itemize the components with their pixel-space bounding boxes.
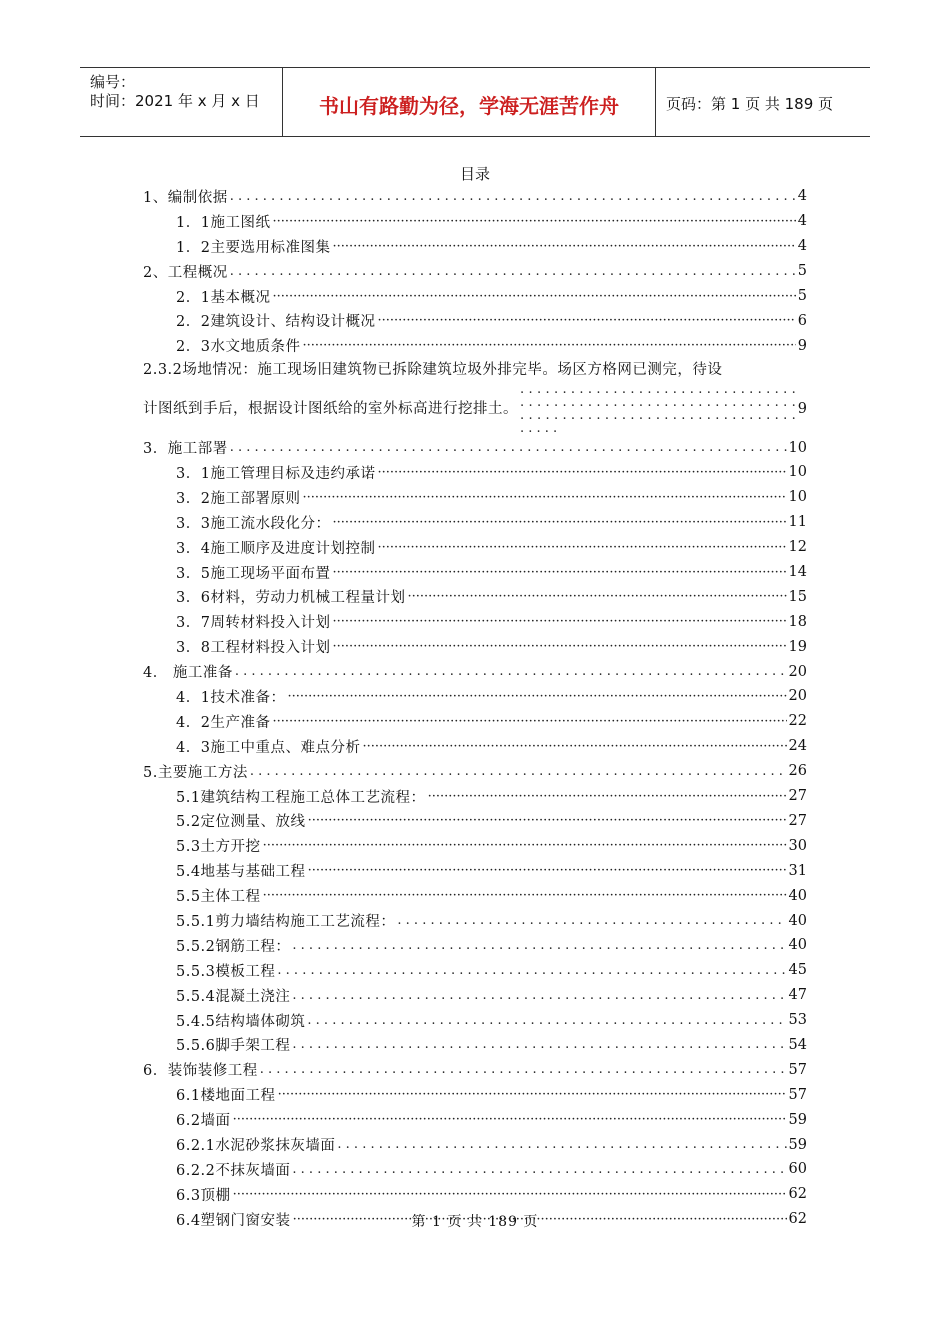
toc-entry-page: 59 xyxy=(788,1111,807,1128)
toc-entry[interactable] xyxy=(143,958,807,983)
toc-entry-page: 53 xyxy=(788,1012,807,1029)
toc-entry-title: 2.3.2场地情况：施工现场旧建筑物已拆除建筑垃圾外排完毕。场区方格网已测完，待设 xyxy=(143,362,723,379)
header-page-info: 页码：第 1 页 共 189 页 xyxy=(666,95,834,113)
toc-entry[interactable] xyxy=(143,234,807,259)
toc-entry-page: 24 xyxy=(788,738,807,755)
toc-entry-title: 3．5施工现场平面布置 xyxy=(176,565,331,582)
toc-entry[interactable] xyxy=(143,184,807,209)
toc-entry-page: 40 xyxy=(788,937,807,954)
toc-entry-page: 47 xyxy=(788,987,807,1004)
header-meta-cell xyxy=(80,68,282,136)
toc-entry-title: 5.5主体工程 xyxy=(176,889,261,906)
toc-entry-title: 5.4地基与基础工程 xyxy=(176,864,306,881)
toc-entry[interactable] xyxy=(143,1008,807,1033)
toc-entry[interactable] xyxy=(143,1107,807,1132)
toc-entry[interactable] xyxy=(143,784,807,809)
toc-entry-page: 57 xyxy=(788,1061,807,1078)
toc-entry[interactable] xyxy=(143,1182,807,1207)
toc-entry-page: 30 xyxy=(788,837,807,854)
toc-entry-title: 5.5.3模板工程 xyxy=(176,963,276,980)
toc-entry[interactable] xyxy=(143,1082,807,1107)
toc-entry-title: 5.5.2钢筋工程： xyxy=(176,938,291,955)
toc-entry-page: 45 xyxy=(788,962,807,979)
toc-entry-title: 1．2主要选用标准图集 xyxy=(176,239,331,256)
toc-entry-title: 5.5.1剪力墙结构施工工艺流程： xyxy=(176,914,396,930)
toc-entry[interactable] xyxy=(143,284,807,309)
toc-entry-page: 60 xyxy=(788,1161,807,1178)
toc-entry-title: 5.1建筑结构工程施工总体工艺流程： xyxy=(176,789,426,806)
toc-entry-title: 5.4.5结构墙体砌筑 xyxy=(176,1013,306,1030)
toc-entry-title: 2．2建筑设计、结构设计概况 xyxy=(176,314,376,331)
toc-entry[interactable] xyxy=(143,1057,807,1082)
toc-entry-page: 18 xyxy=(788,613,807,630)
toc-title: 目录 xyxy=(459,165,490,183)
toc-entry-title: 3．1施工管理目标及违约承诺 xyxy=(176,465,376,482)
toc-entry-title: 6.4塑钢门窗安装 xyxy=(176,1212,291,1229)
toc-entry-page: 4 xyxy=(797,213,807,230)
toc-entry[interactable] xyxy=(143,560,807,585)
toc-entry[interactable] xyxy=(143,858,807,883)
toc-entry-title: 6.2墙面 xyxy=(176,1113,231,1130)
toc-entry-page: 12 xyxy=(788,539,807,556)
toc-entry[interactable] xyxy=(143,883,807,908)
table-of-contents xyxy=(143,184,807,1232)
toc-entry-page: 10 xyxy=(788,489,807,506)
document-date: 时间：2021 年 x 月 x 日 xyxy=(90,92,260,110)
toc-entry-title: 5.3土方开挖 xyxy=(176,839,261,856)
toc-entry-page: 11 xyxy=(788,514,807,531)
toc-entry[interactable] xyxy=(143,209,807,234)
toc-entry-page: 14 xyxy=(788,564,807,581)
toc-entry-page: 26 xyxy=(788,763,807,780)
toc-entry[interactable] xyxy=(143,358,807,435)
toc-entry-page: 31 xyxy=(788,862,807,879)
toc-entry-page: 10 xyxy=(788,464,807,481)
toc-entry-page: 40 xyxy=(788,887,807,904)
toc-entry[interactable] xyxy=(143,435,807,460)
toc-entry[interactable] xyxy=(143,308,807,333)
toc-entry-title: 3．3施工流水段化分： xyxy=(176,515,331,532)
header-divider xyxy=(655,68,656,136)
toc-entry-title-continued: 计图纸到手后，根据设计图纸给的室外标高进行挖排土。 xyxy=(143,400,518,417)
toc-entry-page: 22 xyxy=(788,713,807,730)
toc-entry[interactable] xyxy=(143,485,807,510)
toc-entry[interactable] xyxy=(143,684,807,709)
toc-entry-page: 20 xyxy=(788,663,807,680)
toc-entry-page: 59 xyxy=(788,1136,807,1153)
toc-entry-title: 6.2.2不抹灰墙面 xyxy=(176,1162,291,1179)
toc-entry-title: 3．2施工部署原则 xyxy=(176,490,301,507)
toc-entry-title: 6.3顶棚 xyxy=(176,1187,231,1204)
toc-entry[interactable] xyxy=(143,908,807,933)
toc-entry-page: 27 xyxy=(788,812,807,829)
toc-entry[interactable] xyxy=(143,833,807,858)
toc-entry-title: 5.5.4混凝土浇注 xyxy=(176,988,291,1005)
toc-entry-page: 40 xyxy=(788,912,807,929)
toc-entry[interactable] xyxy=(143,734,807,759)
toc-entry-title: 2．1基本概况 xyxy=(176,289,271,306)
toc-entry-title: 4．2生产准备 xyxy=(176,714,271,731)
toc-entry[interactable] xyxy=(143,983,807,1008)
toc-entry[interactable] xyxy=(143,460,807,485)
toc-entry-page: 27 xyxy=(788,788,807,805)
toc-entry[interactable] xyxy=(143,259,807,284)
document-number-label: 编号： xyxy=(90,73,136,91)
header-motto: 书山有路勤为径，学海无涯苦作舟 xyxy=(319,94,619,118)
toc-entry-page: 4 xyxy=(797,188,807,205)
toc-entry-page: 10 xyxy=(788,439,807,456)
toc-entry-title: 3．6材料，劳动力机械工程量计划 xyxy=(176,590,406,607)
toc-entry-title: 5.2定位测量、放线 xyxy=(176,814,306,831)
toc-entry-title: 2．3水文地质条件 xyxy=(176,339,301,356)
toc-entry-page: 4 xyxy=(797,238,807,255)
toc-entry-title: 3．施工部署 xyxy=(143,441,228,458)
toc-entry-title: 6.1楼地面工程 xyxy=(176,1088,276,1105)
toc-entry-title: 1、编制依据 xyxy=(143,189,228,206)
toc-entry-page: 6 xyxy=(797,312,807,329)
toc-entry-page: 15 xyxy=(788,588,807,605)
toc-entry[interactable] xyxy=(143,1132,807,1157)
toc-entry-title: 6．装饰装修工程 xyxy=(143,1063,258,1080)
toc-entry[interactable] xyxy=(143,809,807,834)
toc-entry[interactable] xyxy=(143,634,807,659)
toc-entry-title: 4．1技术准备： xyxy=(176,689,286,706)
page-footer: 第 1 页 共 189 页 xyxy=(411,1214,539,1230)
toc-entry[interactable] xyxy=(143,609,807,634)
toc-entry-page: 5 xyxy=(797,263,807,280)
toc-entry[interactable] xyxy=(143,1157,807,1182)
toc-entry[interactable] xyxy=(143,333,807,358)
toc-entry-title: 2、工程概况 xyxy=(143,264,228,281)
toc-entry-title: 4．3施工中重点、难点分析 xyxy=(176,739,361,756)
toc-entry[interactable] xyxy=(143,1033,807,1058)
toc-entry-title: 5.5.6脚手架工程 xyxy=(176,1038,291,1055)
toc-entry[interactable] xyxy=(143,933,807,958)
toc-entry-title: 1．1施工图纸 xyxy=(176,214,271,231)
toc-entry-title: 4． 施工准备 xyxy=(143,665,233,682)
toc-entry-page: 19 xyxy=(788,638,807,655)
toc-entry[interactable] xyxy=(143,659,807,684)
toc-entry-title: 3．8工程材料投入计划 xyxy=(176,640,331,657)
toc-entry-title: 6.2.1水泥砂浆抹灰墙面 xyxy=(176,1138,336,1155)
toc-entry[interactable] xyxy=(143,535,807,560)
toc-entry[interactable] xyxy=(143,510,807,535)
document-header xyxy=(80,67,870,137)
toc-entry[interactable] xyxy=(143,759,807,784)
toc-entry-page: 57 xyxy=(788,1086,807,1103)
toc-entry-page: 9 xyxy=(797,337,807,354)
toc-entry-page: 9 xyxy=(797,400,807,417)
toc-entry[interactable] xyxy=(143,709,807,734)
toc-entry-title: 3．4施工顺序及进度计划控制 xyxy=(176,540,376,557)
toc-entry-page: 20 xyxy=(788,688,807,705)
toc-entry-page: 62 xyxy=(788,1211,807,1228)
toc-entry-title: 3．7周转材料投入计划 xyxy=(176,615,331,632)
toc-entry-page: 54 xyxy=(788,1036,807,1053)
toc-entry[interactable] xyxy=(143,584,807,609)
toc-entry-title: 5.主要施工方法 xyxy=(143,764,248,781)
toc-entry-page: 62 xyxy=(788,1186,807,1203)
toc-entry-page: 5 xyxy=(797,288,807,304)
